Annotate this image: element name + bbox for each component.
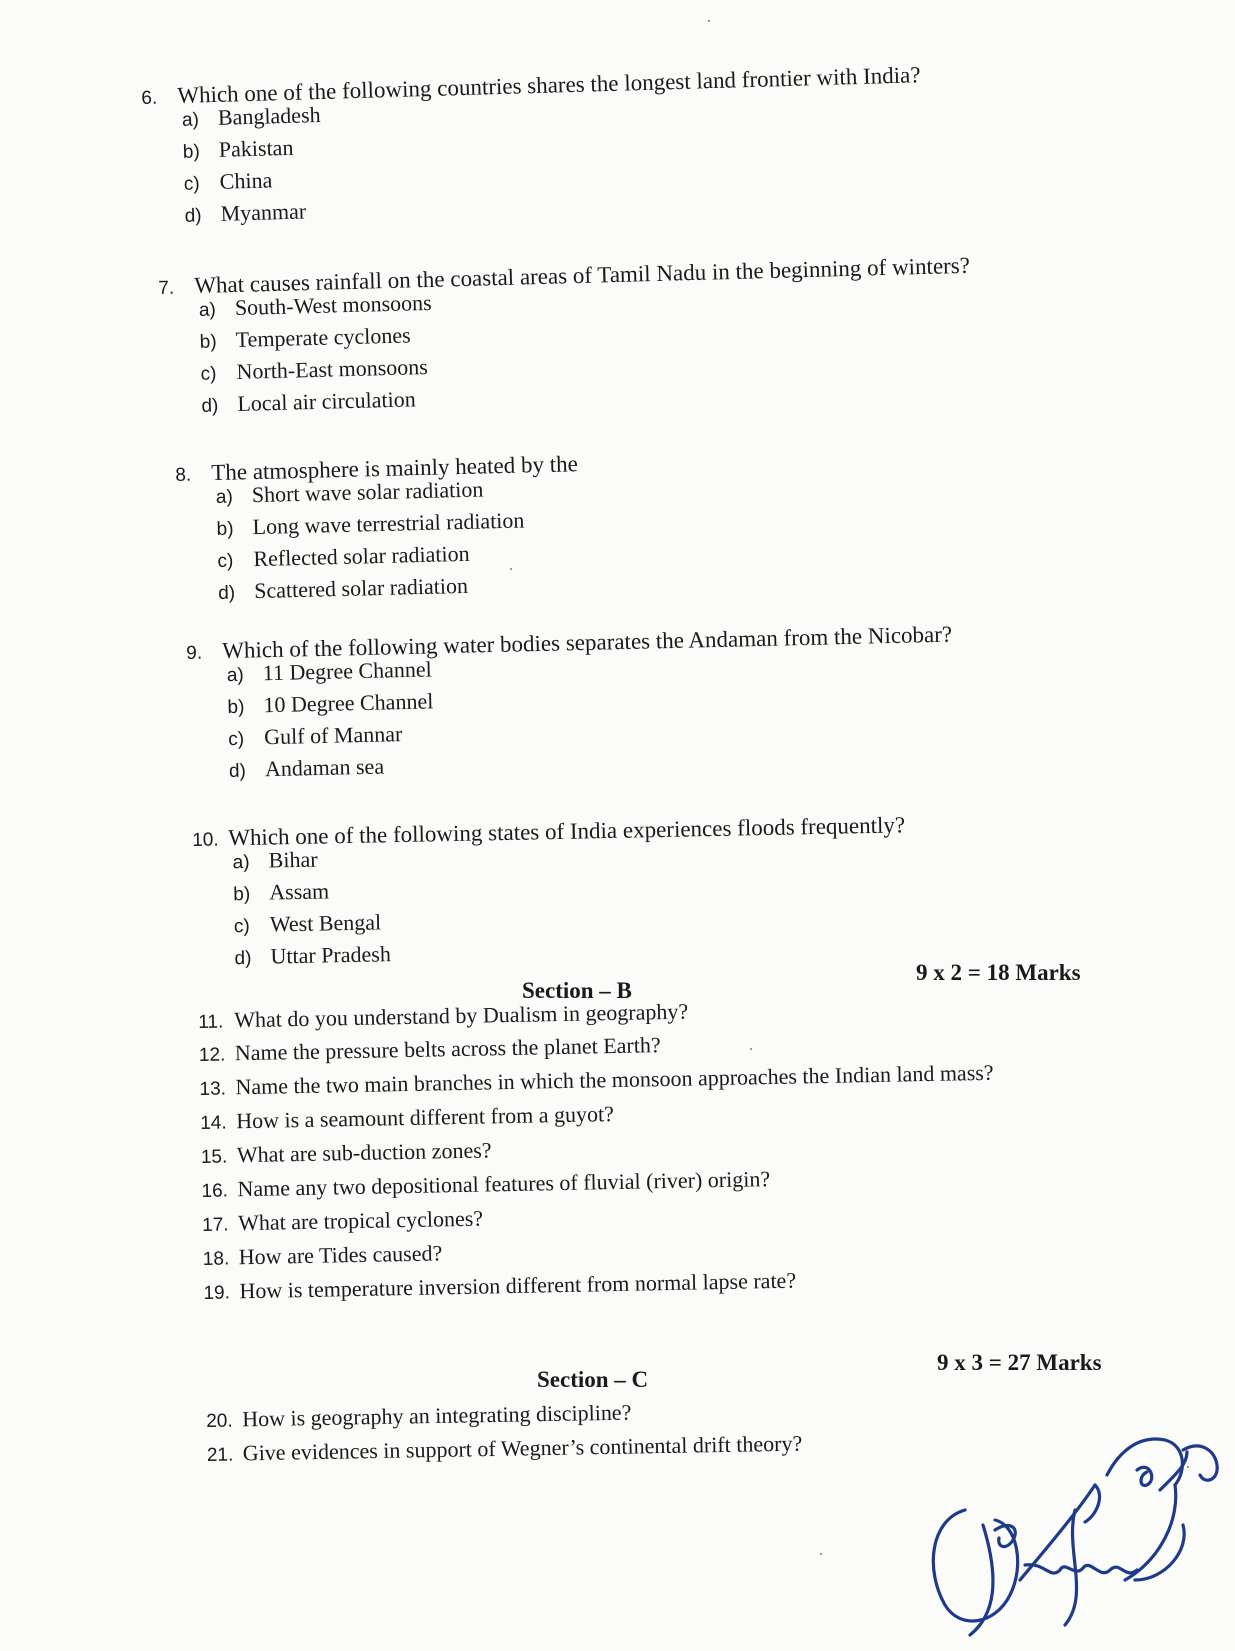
option-text: Andaman sea — [264, 753, 385, 782]
question-number: 10. — [192, 829, 219, 851]
option-label: b) — [233, 883, 251, 906]
option-text: Myanmar — [220, 198, 307, 226]
options-list — [159, 278, 974, 426]
question-text: The atmosphere is mainly heated by the — [210, 451, 579, 486]
question-text: How is geography an integrating discipline? — [241, 1399, 632, 1432]
question-text: Which one of the following states of India experiences floods frequently? — [227, 812, 906, 851]
question-number: 20. — [206, 1410, 233, 1432]
speck — [1187, 1466, 1189, 1468]
option-text: Temperate cyclones — [235, 322, 411, 352]
speck — [750, 1048, 752, 1050]
question-text: Give evidences in support of Wegner’s continental drift theory? — [242, 1430, 803, 1466]
option-text: 10 Degree Channel — [263, 688, 434, 718]
option-label: b) — [182, 141, 201, 163]
question-9 — [186, 623, 955, 791]
option-label: d) — [234, 947, 252, 970]
option-label: d) — [184, 205, 202, 227]
speck — [708, 20, 710, 22]
question-text: How are Tides caused? — [238, 1240, 443, 1270]
question-text: How is a seamount different from a guyot? — [235, 1101, 615, 1134]
option-text: Scattered solar radiation — [253, 572, 469, 604]
question-8 — [175, 452, 581, 613]
question-number: 13. — [199, 1078, 227, 1100]
option-text: Gulf of Mannar — [263, 721, 403, 750]
option-label: d) — [217, 582, 236, 604]
question-number: 9. — [186, 642, 203, 664]
options-list — [187, 647, 956, 791]
question-number: 8. — [175, 464, 192, 486]
question-number: 21. — [206, 1444, 234, 1466]
option-text: Reflected solar radiation — [253, 540, 470, 572]
question-text: Name the pressure belts across the planet Earth? — [234, 1032, 661, 1066]
option-text: Long wave terrestrial radiation — [252, 507, 525, 540]
question-text: What are tropical cyclones? — [237, 1205, 484, 1236]
option-label: b) — [199, 331, 217, 353]
options-list — [176, 476, 582, 613]
option-text: Bihar — [268, 846, 318, 873]
question-number: 14. — [200, 1112, 227, 1134]
option-text: South-West monsoons — [234, 289, 432, 320]
option-label: c) — [200, 363, 217, 385]
option-label: c) — [183, 173, 200, 195]
option-label: a) — [215, 486, 234, 509]
section-c-title: Section – C — [537, 1367, 649, 1392]
option-label: b) — [227, 696, 245, 719]
question-text: What causes rainfall on the coastal areas of Tamil Nadu in the beginning of winters? — [193, 252, 971, 299]
question-text: Which one of the following countries shares the longest land frontier with India? — [176, 62, 921, 108]
question-number: 19. — [203, 1282, 231, 1304]
question-number: 16. — [201, 1180, 229, 1202]
option-text: Short wave solar radiation — [251, 476, 484, 508]
question-text: What do you understand by Dualism in geography? — [233, 998, 689, 1033]
option-label: a) — [226, 664, 244, 687]
option-label: a) — [198, 299, 217, 321]
option-text: Assam — [269, 878, 330, 905]
option-label: a) — [232, 851, 250, 874]
question-number: 7. — [158, 277, 175, 299]
question-text: Name any two depositional features of fluvial (river) origin? — [237, 1166, 771, 1202]
question-text: Which of the following water bodies separates the Andaman from the Nicobar? — [221, 621, 953, 664]
option-text: 11 Degree Channel — [262, 656, 433, 686]
speck — [510, 568, 512, 570]
option-text: Local air circulation — [237, 386, 417, 416]
signature — [925, 1430, 1225, 1640]
speck — [820, 1553, 822, 1555]
question-7 — [158, 254, 974, 426]
option-label: c) — [217, 550, 234, 572]
option-text: West Bengal — [269, 909, 382, 937]
option-d — [218, 572, 581, 612]
question-text: How is temperature inversion different from normal lapse rate? — [239, 1267, 797, 1304]
option-label: d) — [201, 395, 219, 417]
question-number: 15. — [200, 1146, 228, 1168]
option-label: b) — [216, 518, 234, 540]
option-label: a) — [181, 109, 200, 131]
option-text: Uttar Pradesh — [270, 941, 392, 969]
option-text: China — [219, 167, 273, 194]
option-text: North-East monsoons — [236, 353, 429, 384]
question-number: 12. — [198, 1044, 226, 1066]
question-6 — [141, 63, 924, 236]
question-10 — [192, 813, 908, 978]
section-c-marks: 9 x 3 = 27 Marks — [937, 1350, 1102, 1375]
options-list — [142, 87, 925, 236]
question-number: 11. — [198, 1011, 224, 1033]
question-number: 17. — [201, 1214, 229, 1236]
signature-strokes — [933, 1439, 1217, 1635]
options-list — [192, 837, 907, 978]
section-b-marks: 9 x 2 = 18 Marks — [916, 960, 1081, 985]
option-label: c) — [228, 728, 245, 751]
question-number: 6. — [141, 87, 158, 109]
question-number: 18. — [202, 1248, 230, 1270]
question-text: Name the two main branches in which the monsoon approaches the Indian land mass? — [235, 1059, 994, 1100]
option-label: d) — [228, 760, 247, 783]
question-text: What are sub-duction zones? — [236, 1137, 492, 1168]
section-b-title: Section – B — [522, 978, 632, 1003]
option-text: Pakistan — [218, 134, 294, 162]
section-b-questions — [198, 993, 998, 1313]
option-label: c) — [233, 915, 250, 938]
option-text: Bangladesh — [217, 102, 321, 130]
section-c-questions — [206, 1397, 803, 1475]
